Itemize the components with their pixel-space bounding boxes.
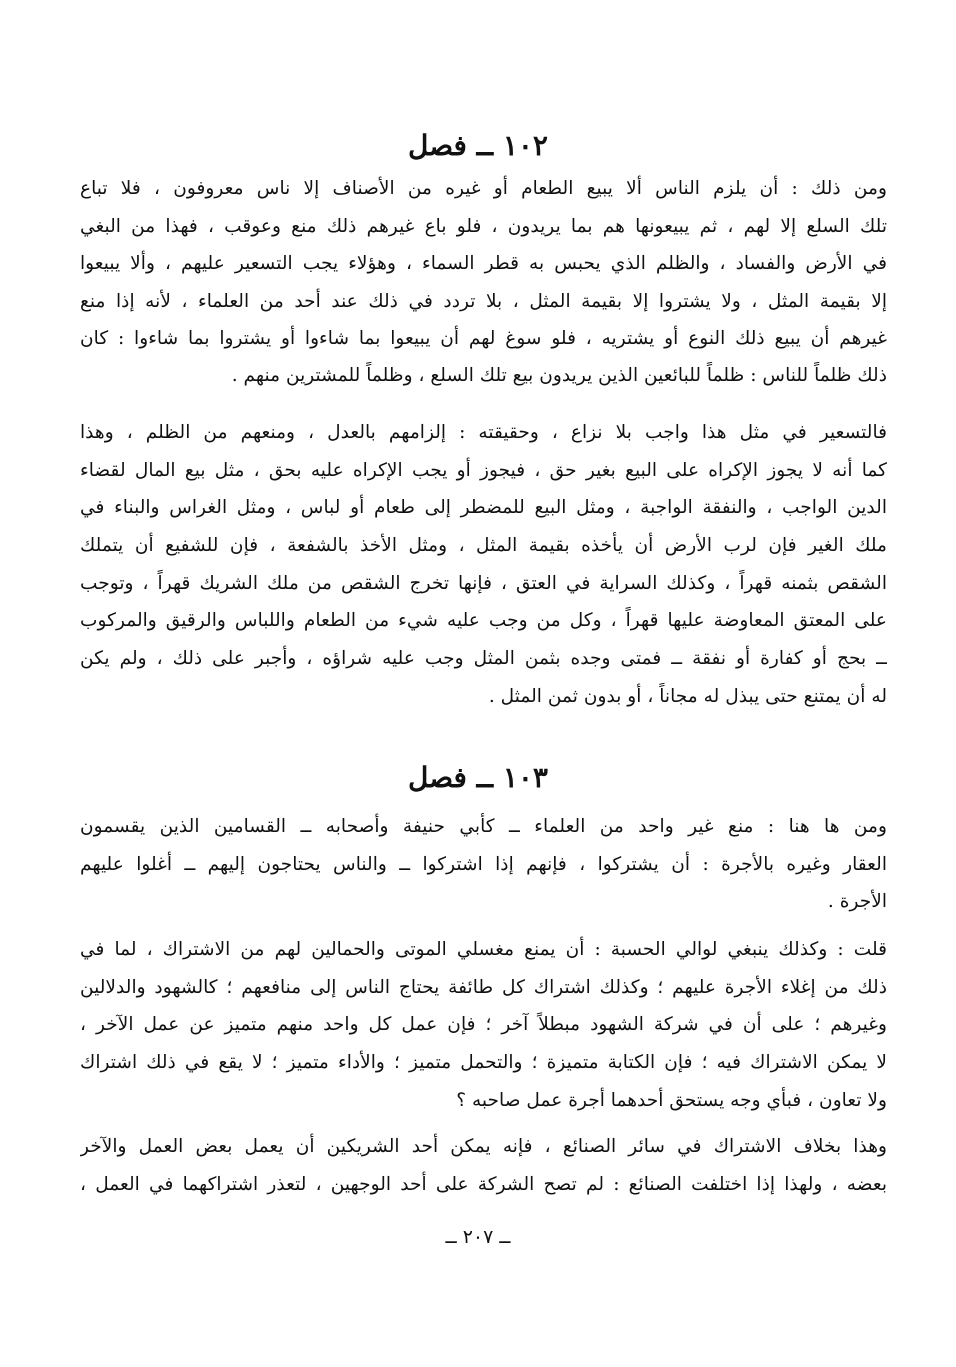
text-line: له أن يمتنع حتى يبذل له مجاناً ، أو بدون ثمن المثل . [488, 686, 887, 707]
section-heading-103: ١٠٣ ــ فصل [408, 761, 548, 794]
page-number: ــ ٢٠٧ ــ [445, 1226, 511, 1248]
text-line: الدين الواجب ، والنفقة الواجبة ، ومثل البيع للمضطر إلى طعام أو لباس ، ومثل الغراس والبناء في [80, 497, 887, 518]
text-line: ذلك ظلماً للناس : ظلماً للبائعين الذين يريدون بيع تلك السلع ، وظلماً للمشترين منهم . [231, 365, 887, 386]
text-line: الأجرة . [827, 891, 887, 912]
text-line: قلت : وكذلك ينبغي لوالي الحسبة : أن يمنع مغسلي الموتى والحمالين لهم من الاشتراك ، لما في [80, 939, 887, 960]
text-line: ملك الغير فإن لرب الأرض أن يأخذه بقيمة المثل ، ومثل الأخذ بالشفعة ، فإن للشفيع أن يتملك [80, 535, 887, 556]
text-line: لا يمكن الاشتراك فيه ؛ فإن الكتابة متميزة ؛ والتحمل متميز ؛ والأداء متميز ؛ لا يقع في ذلك اشتراك [80, 1052, 887, 1073]
section-heading-102: ١٠٢ ــ فصل [408, 129, 548, 162]
text-line: وغيرهم ؛ على أن في شركة الشهود مبطلاً آخر ؛ فإن عمل كل واحد منهم متميز عن عمل الآخر ، [80, 1014, 887, 1035]
text-line: وهذا بخلاف الاشتراك في سائر الصنائع ، فإنه يمكن أحد الشريكين أن يعمل بعض العمل والآخر [80, 1136, 887, 1157]
text-line: ولا تعاون ، فبأي وجه يستحق أحدهما أجرة عمل صاحبه ؟ [456, 1090, 887, 1111]
text-line: كما أنه لا يجوز الإكراه على البيع بغير حق ، فيجوز أو يجب الإكراه عليه بحق ، مثل بيع المال لقضاء [80, 460, 887, 481]
text-line: ذلك من إغلاء الأجرة عليهم ؛ وكذلك اشتراك كل طائفة يحتاج الناس إلى منافعهم ؛ كالشهود والدلالين [80, 977, 887, 998]
text-line: ومن ها هنا : منع غير واحد من العلماء ــ كأبي حنيفة وأصحابه ــ القسامين الذين يقسمون [80, 816, 887, 837]
text-line: الشقص بثمنه قهراً ، وكذلك السراية في العتق ، فإنها تخرج الشقص من ملك الشريك قهراً ، وتوجب [80, 573, 887, 594]
text-line: على المعتق المعاوضة عليها قهراً ، وكل من وجب عليه شيء من الطعام واللباس والرقيق والمركوب [80, 610, 887, 631]
text-line: ــ بحج أو كفارة أو نفقة ــ فمتى وجده بثمن المثل وجب عليه شراؤه ، وأجبر على ذلك ، ولم يكن [80, 648, 887, 669]
text-line: العقار وغيره بالأجرة : أن يشتركوا ، فإنهم إذا اشتركوا ــ والناس يحتاجون إليهم ــ أغلوا عليهم [80, 854, 887, 875]
text-line: بعضه ، ولهذا إذا اختلفت الصنائع : لم تصح الشركة على أحد الوجهين ، لتعذر اشتراكهما في العمل ، [80, 1174, 887, 1195]
text-line: إلا بقيمة المثل ، ولا يشتروا إلا بقيمة المثل ، بلا تردد في ذلك عند أحد من العلماء ، لأنه إذا منع [80, 291, 887, 312]
text-line: في الأرض والفساد ، والظلم الذي يحبس به قطر السماء ، وهؤلاء يجب التسعير عليهم ، وألا يبيعوا [80, 253, 887, 274]
text-line: تلك السلع إلا لهم ، ثم يبيعونها هم بما يريدون ، فلو باع غيرهم ذلك منع وعوقب ، فهذا من البغي [80, 216, 887, 237]
text-line: ومن ذلك : أن يلزم الناس ألا يبيع الطعام أو غيره من الأصناف إلا ناس معروفون ، فلا تباع [80, 178, 887, 199]
text-line: غيرهم أن يبيع ذلك النوع أو يشتريه ، فلو سوغ لهم أن يبيعوا بما شاءوا أو يشتروا بما شاءوا : كان [80, 328, 887, 349]
text-line: فالتسعير في مثل هذا واجب بلا نزاع ، وحقيقته : إلزامهم بالعدل ، ومنعهم من الظلم ، وهذا [80, 422, 887, 443]
